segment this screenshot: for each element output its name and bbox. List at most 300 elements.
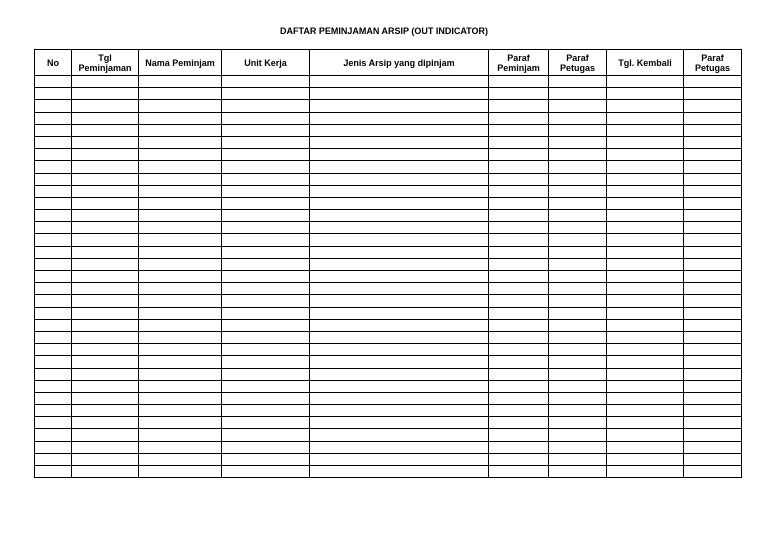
table-cell <box>607 344 684 356</box>
table-cell <box>489 344 549 356</box>
table-cell <box>489 331 549 343</box>
table-cell <box>72 380 139 392</box>
table-cell <box>35 344 72 356</box>
table-cell <box>72 466 139 478</box>
table-cell <box>35 258 72 270</box>
table-cell <box>310 417 489 429</box>
table-cell <box>222 466 310 478</box>
table-cell <box>310 429 489 441</box>
table-cell <box>310 466 489 478</box>
table-cell <box>489 112 549 124</box>
table-cell <box>35 417 72 429</box>
table-cell <box>72 246 139 258</box>
table-cell <box>310 331 489 343</box>
table-cell <box>35 331 72 343</box>
table-cell <box>222 453 310 465</box>
table-cell <box>607 295 684 307</box>
table-cell <box>489 417 549 429</box>
table-cell <box>72 307 139 319</box>
table-cell <box>310 100 489 112</box>
table-row <box>35 429 742 441</box>
table-cell <box>684 271 742 283</box>
table-cell <box>549 331 607 343</box>
table-cell <box>549 368 607 380</box>
table-cell <box>684 331 742 343</box>
table-cell <box>72 453 139 465</box>
table-cell <box>549 344 607 356</box>
table-cell <box>489 124 549 136</box>
table-cell <box>684 149 742 161</box>
table-cell <box>489 185 549 197</box>
table-cell <box>310 295 489 307</box>
table-cell <box>489 271 549 283</box>
table-cell <box>139 88 222 100</box>
table-cell <box>549 453 607 465</box>
table-cell <box>222 271 310 283</box>
table-cell <box>684 124 742 136</box>
table-cell <box>139 149 222 161</box>
table-cell <box>489 161 549 173</box>
table-cell <box>72 392 139 404</box>
table-cell <box>222 344 310 356</box>
table-cell <box>222 185 310 197</box>
table-cell <box>607 124 684 136</box>
table-cell <box>684 100 742 112</box>
table-cell <box>72 344 139 356</box>
table-cell <box>607 356 684 368</box>
table-cell <box>489 258 549 270</box>
table-cell <box>684 417 742 429</box>
table-row <box>35 307 742 319</box>
table-cell <box>489 380 549 392</box>
table-cell <box>607 149 684 161</box>
table-cell <box>310 405 489 417</box>
table-cell <box>222 319 310 331</box>
table-cell <box>35 429 72 441</box>
table-cell <box>607 258 684 270</box>
table-cell <box>607 271 684 283</box>
table-cell <box>549 149 607 161</box>
table-cell <box>684 234 742 246</box>
header-officer-initials-return: Paraf Petugas <box>684 50 742 76</box>
table-cell <box>139 417 222 429</box>
table-cell <box>222 441 310 453</box>
table-row <box>35 368 742 380</box>
table-cell <box>310 173 489 185</box>
table-cell <box>549 258 607 270</box>
table-cell <box>489 283 549 295</box>
table-cell <box>72 100 139 112</box>
table-cell <box>607 161 684 173</box>
table-cell <box>72 88 139 100</box>
table-row <box>35 466 742 478</box>
table-cell <box>489 100 549 112</box>
table-cell <box>489 136 549 148</box>
table-cell <box>35 392 72 404</box>
table-cell <box>684 283 742 295</box>
table-cell <box>139 380 222 392</box>
table-cell <box>222 112 310 124</box>
table-row <box>35 100 742 112</box>
table-cell <box>35 319 72 331</box>
table-cell <box>549 136 607 148</box>
table-cell <box>549 222 607 234</box>
table-cell <box>310 124 489 136</box>
table-cell <box>72 429 139 441</box>
table-cell <box>310 283 489 295</box>
table-cell <box>607 417 684 429</box>
table-cell <box>489 441 549 453</box>
table-row <box>35 453 742 465</box>
table-cell <box>549 197 607 209</box>
table-cell <box>549 173 607 185</box>
header-archive-type: Jenis Arsip yang dipinjam <box>310 50 489 76</box>
table-cell <box>310 392 489 404</box>
table-cell <box>684 466 742 478</box>
table-cell <box>607 222 684 234</box>
table-cell <box>549 319 607 331</box>
table-cell <box>72 405 139 417</box>
table-cell <box>684 88 742 100</box>
table-cell <box>35 76 72 88</box>
table-cell <box>35 173 72 185</box>
table-cell <box>549 441 607 453</box>
header-work-unit: Unit Kerja <box>222 50 310 76</box>
table-cell <box>684 307 742 319</box>
table-cell <box>310 344 489 356</box>
table-cell <box>139 197 222 209</box>
table-cell <box>489 307 549 319</box>
table-cell <box>607 392 684 404</box>
header-return-date: Tgl. Kembali <box>607 50 684 76</box>
table-row <box>35 271 742 283</box>
table-row <box>35 356 742 368</box>
table-cell <box>35 295 72 307</box>
table-cell <box>489 76 549 88</box>
table-cell <box>489 405 549 417</box>
table-cell <box>222 258 310 270</box>
table-cell <box>684 246 742 258</box>
table-cell <box>139 441 222 453</box>
table-cell <box>489 466 549 478</box>
table-cell <box>72 283 139 295</box>
table-cell <box>222 88 310 100</box>
table-cell <box>222 246 310 258</box>
table-cell <box>35 307 72 319</box>
table-row <box>35 405 742 417</box>
table-cell <box>72 197 139 209</box>
table-cell <box>35 283 72 295</box>
table-row <box>35 185 742 197</box>
table-cell <box>607 246 684 258</box>
table-cell <box>222 331 310 343</box>
table-row <box>35 136 742 148</box>
table-cell <box>310 88 489 100</box>
table-cell <box>489 319 549 331</box>
table-cell <box>35 124 72 136</box>
table-cell <box>35 466 72 478</box>
table-cell <box>607 136 684 148</box>
table-cell <box>310 258 489 270</box>
table-cell <box>549 405 607 417</box>
table-row <box>35 380 742 392</box>
table-cell <box>607 234 684 246</box>
table-cell <box>35 136 72 148</box>
table-cell <box>549 88 607 100</box>
table-cell <box>684 356 742 368</box>
table-cell <box>607 319 684 331</box>
table-cell <box>549 124 607 136</box>
table-row <box>35 234 742 246</box>
table-cell <box>72 441 139 453</box>
table-row <box>35 197 742 209</box>
table-row <box>35 149 742 161</box>
table-cell <box>684 295 742 307</box>
table-cell <box>139 344 222 356</box>
table-cell <box>139 100 222 112</box>
table-cell <box>35 271 72 283</box>
table-cell <box>549 417 607 429</box>
table-cell <box>72 331 139 343</box>
table-row <box>35 112 742 124</box>
table-cell <box>139 319 222 331</box>
table-cell <box>72 136 139 148</box>
table-cell <box>489 197 549 209</box>
table-cell <box>310 380 489 392</box>
table-cell <box>72 185 139 197</box>
table-cell <box>684 222 742 234</box>
table-cell <box>139 234 222 246</box>
table-cell <box>310 185 489 197</box>
table-cell <box>310 271 489 283</box>
table-cell <box>310 210 489 222</box>
table-cell <box>684 112 742 124</box>
table-cell <box>139 295 222 307</box>
table-cell <box>549 271 607 283</box>
table-cell <box>310 76 489 88</box>
table-cell <box>684 258 742 270</box>
table-cell <box>35 210 72 222</box>
table-cell <box>139 283 222 295</box>
table-cell <box>35 197 72 209</box>
table-cell <box>310 136 489 148</box>
table-cell <box>489 356 549 368</box>
table-cell <box>222 307 310 319</box>
table-cell <box>489 149 549 161</box>
table-cell <box>489 429 549 441</box>
table-cell <box>72 173 139 185</box>
table-cell <box>310 307 489 319</box>
table-cell <box>139 136 222 148</box>
table-cell <box>139 392 222 404</box>
table-cell <box>139 405 222 417</box>
table-cell <box>684 405 742 417</box>
table-cell <box>72 222 139 234</box>
table-cell <box>310 356 489 368</box>
table-cell <box>139 258 222 270</box>
table-cell <box>139 307 222 319</box>
table-cell <box>222 392 310 404</box>
table-cell <box>684 185 742 197</box>
table-cell <box>549 380 607 392</box>
table-cell <box>607 210 684 222</box>
table-cell <box>139 429 222 441</box>
table-cell <box>35 368 72 380</box>
table-row <box>35 210 742 222</box>
table-body <box>35 76 742 478</box>
table-cell <box>607 405 684 417</box>
table-cell <box>684 441 742 453</box>
table-cell <box>222 149 310 161</box>
table-cell <box>72 76 139 88</box>
table-cell <box>549 466 607 478</box>
table-cell <box>139 222 222 234</box>
table-cell <box>35 149 72 161</box>
table-cell <box>222 76 310 88</box>
table-cell <box>489 88 549 100</box>
table-cell <box>489 368 549 380</box>
table-cell <box>72 319 139 331</box>
table-cell <box>139 331 222 343</box>
table-row <box>35 295 742 307</box>
table-cell <box>35 441 72 453</box>
table-cell <box>310 234 489 246</box>
table-cell <box>222 210 310 222</box>
table-cell <box>139 161 222 173</box>
table-cell <box>35 453 72 465</box>
table-cell <box>310 246 489 258</box>
table-cell <box>72 112 139 124</box>
table-cell <box>310 368 489 380</box>
table-cell <box>222 283 310 295</box>
table-cell <box>72 124 139 136</box>
table-cell <box>489 246 549 258</box>
table-cell <box>684 453 742 465</box>
table-cell <box>310 222 489 234</box>
table-cell <box>35 100 72 112</box>
table-cell <box>489 453 549 465</box>
header-borrower-name: Nama Peminjam <box>139 50 222 76</box>
table-cell <box>607 380 684 392</box>
table-cell <box>549 356 607 368</box>
table-row <box>35 124 742 136</box>
table-cell <box>684 173 742 185</box>
table-cell <box>549 100 607 112</box>
table-cell <box>489 295 549 307</box>
table-cell <box>310 453 489 465</box>
table-cell <box>310 319 489 331</box>
table-cell <box>684 319 742 331</box>
loan-register-table <box>34 49 742 478</box>
header-loan-date: Tgl Peminjaman <box>72 50 139 76</box>
table-cell <box>684 392 742 404</box>
table-cell <box>222 124 310 136</box>
table-row <box>35 161 742 173</box>
table-cell <box>549 76 607 88</box>
table-row <box>35 417 742 429</box>
table-cell <box>549 295 607 307</box>
table-cell <box>549 185 607 197</box>
table-cell <box>222 417 310 429</box>
table-cell <box>222 368 310 380</box>
table-cell <box>139 466 222 478</box>
table-cell <box>607 283 684 295</box>
table-cell <box>607 331 684 343</box>
table-cell <box>684 380 742 392</box>
table-cell <box>684 161 742 173</box>
table-cell <box>222 222 310 234</box>
table-cell <box>607 173 684 185</box>
table-row <box>35 88 742 100</box>
table-row <box>35 331 742 343</box>
table-cell <box>684 76 742 88</box>
table-cell <box>139 271 222 283</box>
table-cell <box>222 136 310 148</box>
table-cell <box>607 88 684 100</box>
table-cell <box>607 197 684 209</box>
table-cell <box>72 234 139 246</box>
table-cell <box>684 368 742 380</box>
table-cell <box>549 307 607 319</box>
table-cell <box>222 234 310 246</box>
table-cell <box>139 185 222 197</box>
table-row <box>35 258 742 270</box>
table-cell <box>35 380 72 392</box>
table-cell <box>549 210 607 222</box>
table-cell <box>72 368 139 380</box>
table-cell <box>72 295 139 307</box>
table-cell <box>310 197 489 209</box>
table-cell <box>607 368 684 380</box>
table-cell <box>35 246 72 258</box>
table-cell <box>310 441 489 453</box>
table-cell <box>35 222 72 234</box>
table-cell <box>684 344 742 356</box>
table-cell <box>35 356 72 368</box>
table-cell <box>72 258 139 270</box>
table-cell <box>489 173 549 185</box>
table-cell <box>489 392 549 404</box>
table-cell <box>35 405 72 417</box>
table-cell <box>607 100 684 112</box>
table-cell <box>72 356 139 368</box>
table-cell <box>35 88 72 100</box>
table-cell <box>222 380 310 392</box>
table-row <box>35 344 742 356</box>
table-cell <box>139 112 222 124</box>
table-cell <box>549 246 607 258</box>
table-cell <box>72 210 139 222</box>
table-cell <box>607 307 684 319</box>
header-officer-initials: Paraf Petugas <box>549 50 607 76</box>
table-row <box>35 76 742 88</box>
table-row <box>35 392 742 404</box>
table-cell <box>310 112 489 124</box>
table-cell <box>549 161 607 173</box>
table-cell <box>222 356 310 368</box>
table-cell <box>549 112 607 124</box>
table-cell <box>139 76 222 88</box>
table-cell <box>139 246 222 258</box>
table-cell <box>222 100 310 112</box>
table-row <box>35 319 742 331</box>
table-cell <box>310 161 489 173</box>
table-cell <box>72 271 139 283</box>
table-cell <box>35 234 72 246</box>
table-cell <box>72 161 139 173</box>
table-cell <box>139 124 222 136</box>
table-cell <box>222 161 310 173</box>
